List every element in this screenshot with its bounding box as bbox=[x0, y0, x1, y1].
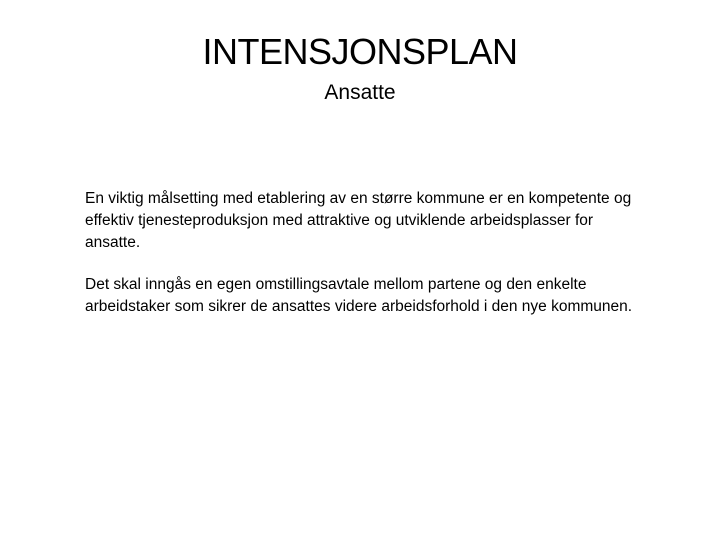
body-paragraph-2: Det skal inngås en egen omstillingsavtale mellom partene og den enkelte arbeidstaker som sikrer de ansattes videre arbeidsforhold i den nye kommunen. bbox=[85, 276, 633, 315]
slide-subtitle: Ansatte bbox=[324, 81, 396, 104]
slide-body bbox=[85, 188, 645, 338]
body-paragraph-1: En viktig målsetting med etablering av en større kommune er en kompetente og effektiv tjenesteproduksjon med attraktive og utviklende arbeidsplasser for ansatte. bbox=[85, 190, 632, 251]
slide-title: INTENSJONSPLAN bbox=[202, 31, 518, 72]
